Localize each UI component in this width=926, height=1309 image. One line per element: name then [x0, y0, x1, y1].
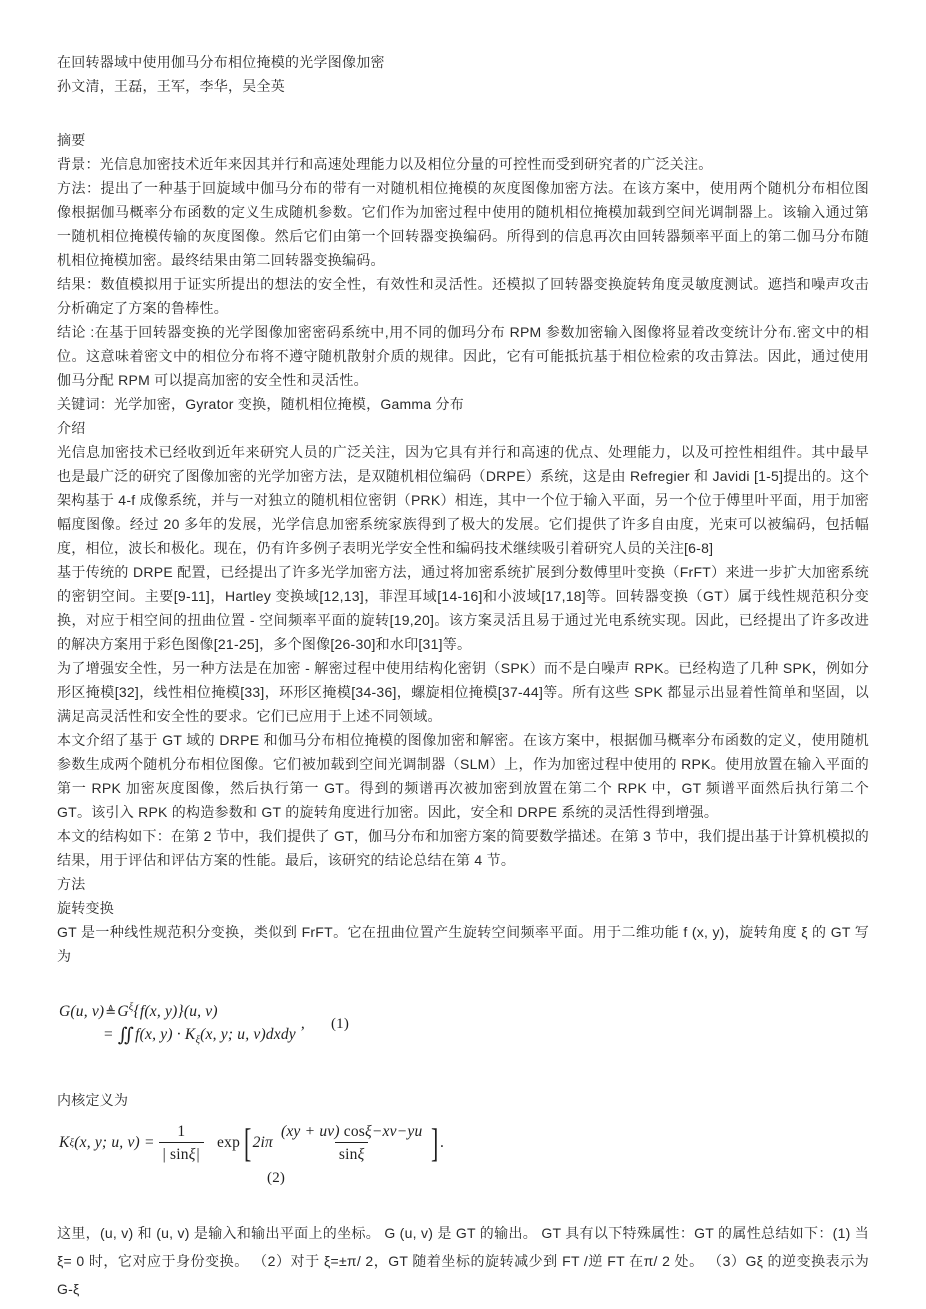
rotation-transform-subheading: 旋转变换: [57, 900, 114, 916]
gt-definition-paragraph: GT 是一种线性规范积分变换，类似到 FrFT。它在扭曲位置产生旋转空间频率平面。用于二维功能 f (x, y)，旋转角度 ξ 的 GT 写为: [57, 924, 869, 964]
fraction-numerator: (xy + uv) cosξ−xv−yu: [280, 1123, 423, 1141]
abstract-background-paragraph: 背景：光信息加密技术近年来因其并行和高速处理能力以及相位分量的可控性而受到研究者的广泛关注。: [57, 156, 713, 172]
paper-title: 在回转器域中使用伽马分布相位掩模的光学图像加密: [57, 54, 385, 70]
methods-heading: 方法: [57, 876, 86, 892]
fraction-denominator: | sinξ|: [159, 1142, 204, 1164]
equation-2: [57, 1122, 869, 1187]
equation-2-period: .: [439, 1134, 445, 1152]
fraction-phase-term: [277, 1122, 426, 1164]
defined-equal-symbol: ≜: [105, 1004, 117, 1020]
abstract-results-paragraph: 结果：数值模拟用于证实所提出的想法的安全性，有效性和灵活性。还模拟了回转器变换旋转角度灵敏度测试。遮挡和噪声攻击分析确定了方案的鲁棒性。: [57, 276, 869, 316]
double-integral-symbol: ∬: [117, 1025, 135, 1047]
left-bracket: [: [244, 1120, 252, 1166]
kernel-intro-line: 内核定义为: [57, 1092, 129, 1109]
abstract-conclusion-paragraph: 结论 :在基于回转器变换的光学图像加密密码系统中,用不同的伽玛分布 RPM 参数加密输入图像将显着改变统计分布.密文中的相位。这意味着密文中的相位分布将不遵守随机散射介质的规律。因此，它有可能抵抗基于相位检索的攻击算法。因此，通过使用伽马分配 RPM 可以提高加密的安全性和灵活性。: [57, 324, 869, 388]
right-bracket: ]: [431, 1120, 439, 1166]
introduction-paragraph-5: 本文的结构如下：在第 2 节中，我们提供了 GT，伽马分布和加密方案的简要数学描述。在第 3 节中，我们提出基于计算机模拟的结果，用于评估和评估方案的性能。最后，该研究的结论总结在第 4 节。: [57, 828, 869, 868]
gt-properties-paragraph: 这里，(u, v) 和 (u, v) 是输入和输出平面上的坐标。 G (u, v) 是 GT 的输出。 GT 具有以下特殊属性：GT 的属性总结如下：(1) 当 ξ= 0 时，它对应于身份变换。 （2）对于 ξ=±π/ 2，GT 随着坐标的旋转减少到 FT /逆 FT 在π/ 2 处。 （3）Gξ 的逆变换表示为 G-ξ: [57, 1225, 869, 1298]
equation-1-comma: ,: [300, 1015, 305, 1033]
introduction-paragraph-1: 光信息加密技术已经收到近年来研究人员的广泛关注，因为它具有并行和高速的优点、处理能力，以及可控性相组件。其中最早也是最广泛的研究了图像加密的光学加密方法，是双随机相位编码（DRPE）系统，这是由 Refregier 和 Javidi [1-5]提出的。这个架构基于 4-f 成像系统，并与一对独立的随机相位密钥（PRK）相连，其中一个位于输入平面，另一个位于傅里叶平面，用于加密幅度图像。经过 20 多年的发展，光学信息加密系统家族得到了极大的发展。它们提供了许多自由度，光束可以被编码，包括幅度，相位，波长和极化。现在，仍有许多例子表明光学安全性和编码技术继续吸引着研究人员的关注[6-8]: [57, 444, 869, 556]
equation-2-body: K ξ (x, y; u, v) = $\frac{1}{| \sin\xi|}$ exp [ 2iπ $\frac{(xy + uv) \cos\xi-xv-yu}{\sin\xi}$ ] .: [59, 1120, 445, 1166]
equation-1-body: [59, 996, 296, 1052]
introduction-paragraph-2: 基于传统的 DRPE 配置，已经提出了许多光学加密方法，通过将加密系统扩展到分数傅里叶变换（FrFT）来进一步扩大加密系统的密钥空间。主要[9-11]，Hartley 变换域[12,13]，菲涅耳域[14-16]和小波域[17,18]等。回转器变换（GT）属于线性规范积分变换，对应于相空间的扭曲位置 - 空间频率平面的旋转[19,20]。该方案灵活且易于通过光电系统实现。因此，已经提出了许多改进的解决方案用于彩色图像[21-25]，多个图像[26-30]和水印[31]等。: [57, 564, 869, 652]
equation-1-line-1: G(u, $v)≜G^\xi\{f(x$, y)}(u, v): [59, 1002, 218, 1021]
abstract-heading: 摘要: [57, 132, 86, 148]
paper-authors: 孙文清，王磊，王军，李华，吴全英: [57, 78, 285, 94]
exp-function: exp: [217, 1134, 241, 1152]
introduction-paragraph-4: 本文介绍了基于 GT 域的 DRPE 和伽马分布相位掩模的图像加密和解密。在该方案中，根据伽马概率分布函数的定义，使用随机参数生成两个随机分布相位图像。它们被加载到空间光调制器（SLM）上，作为加密过程中使用的 RPK。使用放置在输入平面的第一 RPK 加密灰度图像，然后执行第一 GT。得到的频谱再次被加密到放置在第二个 RPK 中，GT 频谱平面然后执行第二个 GT。该引入 RPK 的构造参数和 GT 的旋转角度进行加密。因此，安全和 DRPE 系统的灵活性得到增强。: [57, 732, 869, 820]
fraction-one-over-sin: $\frac{1}{| \sin\xi|}$: [159, 1122, 204, 1164]
equation-2-label: (2): [267, 1170, 286, 1187]
introduction-heading: 介绍: [57, 420, 86, 436]
fraction-denominator: sinξ: [335, 1142, 369, 1164]
keywords-line: 关键词：光学加密，Gyrator 变换，随机相位掩模，Gamma 分布: [57, 396, 464, 412]
abstract-methods-paragraph: 方法：提出了一种基于回旋域中伽马分布的带有一对随机相位掩模的灰度图像加密方法。在该方案中，使用两个随机分布相位图像根据伽马概率分布函数的定义生成随机参数。它们作为加密过程中使用的随机相位掩模加载到空间光调制器上。该输入通过第一随机相位掩模传输的灰度图像。然后它们由第一个回转器变换编码。所得到的信息再次由回转器频率平面上的第二伽马分布随机相位掩模加密。最终结果由第二回转器变换编码。: [57, 180, 869, 268]
equation-1-label: (1): [330, 1015, 350, 1032]
equation-1-line-2: = ∬f(x, $y) \cdot K_\xi(x$, y; u, v)dxdy: [103, 1025, 296, 1047]
introduction-paragraph-3: 为了增强安全性，另一种方法是在加密 - 解密过程中使用结构化密钥（SPK）而不是白噪声 RPK。已经构造了几种 SPK，例如分形区掩模[32]，线性相位掩模[33]，环形区掩模[34-36]，螺旋相位掩模[37-44]等。所有这些 SPK 都显示出显着性简单和坚固，以满足高灵活性和安全性的要求。它们已应用于上述不同领域。: [57, 660, 869, 724]
equation-1: [59, 996, 869, 1052]
